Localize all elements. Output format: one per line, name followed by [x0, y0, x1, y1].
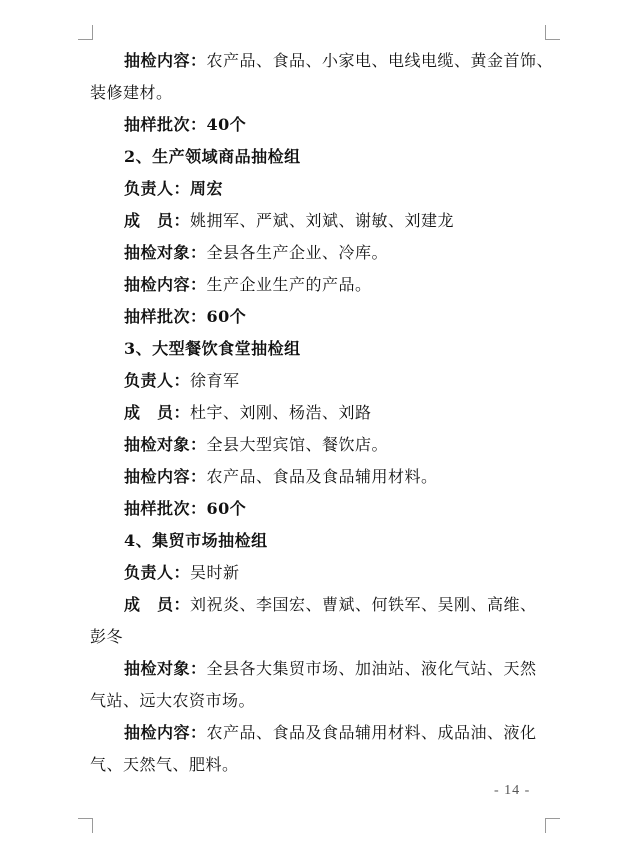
crop-mark-bottom-left — [78, 818, 93, 833]
field-label: 抽检内容： — [124, 467, 207, 486]
field-label: 抽检内容： — [124, 51, 207, 70]
line-content-3 — [124, 466, 584, 488]
field-label: 负责人： — [124, 563, 191, 582]
crop-mark-top-left — [78, 25, 93, 40]
line-content-4-cont — [90, 754, 550, 776]
field-value: 姚拥军、严斌、刘斌、谢敏、刘建龙 — [190, 211, 455, 230]
field-value: 彭冬 — [90, 627, 124, 646]
field-value: 吴时新 — [190, 563, 240, 582]
field-value: 气、天然气、肥料。 — [90, 755, 239, 774]
line-members-2 — [124, 210, 584, 232]
field-value: 生产企业生产的产品。 — [206, 275, 372, 294]
field-label: 抽样批次： — [124, 307, 207, 326]
field-label: 负责人： — [124, 179, 191, 198]
page-number: - 14 - — [494, 783, 531, 798]
group-heading-2: 2、生产领域商品抽检组 — [124, 147, 301, 166]
crop-mark-top-right — [545, 25, 560, 40]
field-label: 成 员： — [124, 211, 191, 230]
line-leader-3 — [124, 370, 584, 392]
field-value: 全县各大集贸市场、加油站、液化气站、天然 — [206, 659, 537, 678]
line-members-4-cont — [90, 626, 550, 648]
field-value: 全县各生产企业、冷库。 — [206, 243, 389, 262]
line-leader-2 — [124, 178, 584, 200]
crop-mark-bottom-right — [545, 818, 560, 833]
field-label: 成 员： — [124, 595, 191, 614]
line-content-1 — [124, 50, 584, 72]
line-batch-1 — [124, 114, 584, 136]
field-value: 农产品、食品及食品辅用材料、成品油、液化 — [206, 723, 537, 742]
field-label: 成 员： — [124, 403, 191, 422]
field-label: 抽检对象： — [124, 659, 207, 678]
field-label: 抽样批次： — [124, 115, 207, 134]
line-content-4 — [124, 722, 584, 744]
line-target-4-cont — [90, 690, 550, 712]
line-members-3 — [124, 402, 584, 424]
line-target-4 — [124, 658, 584, 680]
field-value: 徐育军 — [190, 371, 240, 390]
field-value: 60个 — [206, 499, 247, 518]
field-label: 抽检内容： — [124, 723, 207, 742]
group-heading-3: 3、大型餐饮食堂抽检组 — [124, 339, 301, 358]
line-leader-4 — [124, 562, 584, 584]
field-value: 气站、远大农资市场。 — [90, 691, 256, 710]
field-value: 40个 — [206, 115, 247, 134]
line-batch-2 — [124, 306, 584, 328]
field-value: 农产品、食品、小家电、电线电缆、黄金首饰、 — [206, 51, 554, 70]
field-value: 农产品、食品及食品辅用材料。 — [206, 467, 438, 486]
field-label: 抽检对象： — [124, 435, 207, 454]
field-label: 抽检内容： — [124, 275, 207, 294]
field-value: 60个 — [206, 307, 247, 326]
line-members-4 — [124, 594, 584, 616]
line-target-3 — [124, 434, 584, 456]
line-target-2 — [124, 242, 584, 264]
group-heading-4: 4、集贸市场抽检组 — [124, 531, 268, 550]
line-content-2 — [124, 274, 584, 296]
field-value: 装修建材。 — [90, 83, 173, 102]
line-batch-3 — [124, 498, 584, 520]
field-value: 刘祝炎、李国宏、曹斌、何铁军、吴刚、高维、 — [190, 595, 537, 614]
field-label: 负责人： — [124, 371, 191, 390]
line-content-1-cont — [90, 82, 550, 104]
field-value: 杜宇、刘刚、杨浩、刘路 — [190, 403, 372, 422]
field-label: 抽样批次： — [124, 499, 207, 518]
field-value: 周宏 — [190, 179, 224, 198]
field-value: 全县大型宾馆、餐饮店。 — [206, 435, 389, 454]
field-label: 抽检对象： — [124, 243, 207, 262]
